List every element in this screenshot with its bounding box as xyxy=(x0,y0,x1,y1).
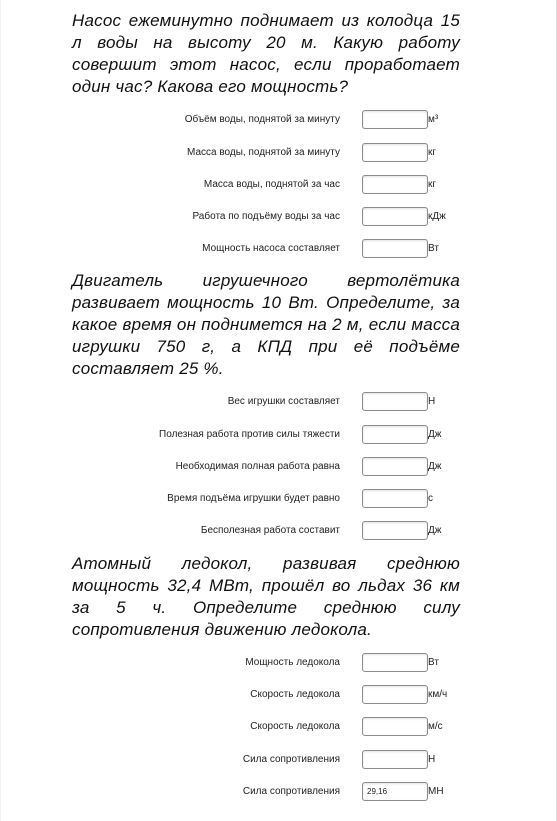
answer-input[interactable] xyxy=(362,782,428,801)
answer-row-unit: Дж xyxy=(428,429,442,440)
answer-row-label: Необходимая полная работа равна xyxy=(175,461,340,472)
answer-row xyxy=(0,143,557,165)
answer-row-unit: кг xyxy=(428,179,437,190)
answer-row-label: Полезная работа против силы тяжести xyxy=(159,429,340,440)
answer-input[interactable] xyxy=(362,685,428,704)
answer-row xyxy=(0,457,557,479)
answer-row xyxy=(0,653,557,675)
answer-input[interactable] xyxy=(362,521,428,540)
answer-row xyxy=(0,207,557,229)
answer-row xyxy=(0,717,557,739)
answer-input[interactable] xyxy=(362,489,428,508)
answer-row-unit: кг xyxy=(428,147,437,158)
answer-row-unit: Н xyxy=(428,754,436,765)
answer-row-unit: Н xyxy=(428,396,436,407)
answer-input[interactable] xyxy=(362,110,428,129)
answer-row-label: Сила сопротивления xyxy=(242,754,340,765)
answer-row-unit: Вт xyxy=(428,243,439,254)
answer-row xyxy=(0,489,557,511)
answer-row-unit: Вт xyxy=(428,657,439,668)
answer-row-label: Время подъёма игрушки будет равно xyxy=(167,493,340,504)
answer-row-unit: Дж xyxy=(428,525,442,536)
answer-row-unit: км/ч xyxy=(428,689,448,700)
answer-row-label: Масса воды, поднятой за минуту xyxy=(187,147,340,158)
answer-row-label: Мощность насоса составляет xyxy=(202,243,340,254)
answer-row-label: Работа по подъёму воды за час xyxy=(192,211,340,222)
answer-input[interactable] xyxy=(362,717,428,736)
answer-row-label: Бесполезная работа составит xyxy=(200,525,340,536)
answer-input[interactable] xyxy=(362,207,428,226)
answer-row xyxy=(0,110,557,132)
answer-row-label: Объём воды, поднятой за минуту xyxy=(184,114,340,125)
answer-row xyxy=(0,685,557,707)
answer-row-unit: МН xyxy=(428,786,444,797)
answer-row-label: Скорость ледокола xyxy=(250,689,340,700)
answer-row xyxy=(0,392,557,414)
answer-row-unit: м/с xyxy=(428,721,443,732)
problem-3-text: Атомный ледокол, развивая среднюю мощность 32,4 МВт, прошёл во льдах 36 км за 5 ч. Определите среднюю силу сопротивления движению ледокола. xyxy=(72,554,460,639)
answer-row xyxy=(0,425,557,447)
answer-input[interactable] xyxy=(362,392,428,411)
problem-1-text: Насос ежеминутно поднимает из колодца 15 л воды на высоту 20 м. Какую работу совершит этот насос, если проработает один час? Какова его мощность? xyxy=(72,11,460,96)
answer-input[interactable] xyxy=(362,750,428,769)
answer-row-label: Сила сопротивления xyxy=(242,786,340,797)
answer-input[interactable] xyxy=(362,239,428,258)
answer-row xyxy=(0,750,557,772)
answer-row-label: Вес игрушки составляет xyxy=(227,396,340,407)
answer-input[interactable] xyxy=(362,143,428,162)
answer-input[interactable] xyxy=(362,457,428,476)
answer-row-label: Мощность ледокола xyxy=(245,657,340,668)
answer-input[interactable] xyxy=(362,425,428,444)
answer-row xyxy=(0,521,557,543)
answer-input[interactable] xyxy=(362,653,428,672)
answer-row-label: Масса воды, поднятой за час xyxy=(203,179,340,190)
problem-2-text: Двигатель игрушечного вертолётика развивает мощность 10 Вт. Определите, за какое время он поднимется на 2 м, если масса игрушки 750 г, а КПД при её подъёме составляет 25 %. xyxy=(72,271,460,378)
answer-row-label: Скорость ледокола xyxy=(250,721,340,732)
answer-row-unit: кДж xyxy=(428,211,446,222)
answer-row xyxy=(0,175,557,197)
answer-row xyxy=(0,782,557,804)
answer-row-unit: с xyxy=(428,493,433,504)
answer-row-unit: м³ xyxy=(428,114,439,125)
answer-input[interactable] xyxy=(362,175,428,194)
answer-row-unit: Дж xyxy=(428,461,442,472)
answer-row xyxy=(0,239,557,261)
